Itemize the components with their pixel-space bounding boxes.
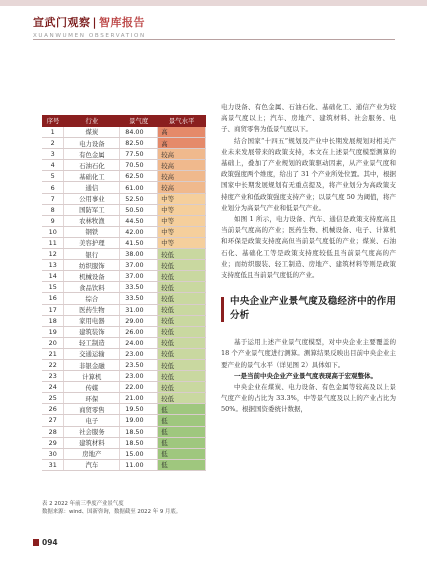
cell-rank: 8 — [42, 204, 64, 215]
cell-rank: 5 — [42, 171, 64, 182]
cell-industry: 环保 — [64, 393, 120, 404]
cell-rank: 23 — [42, 371, 64, 382]
cell-rank: 11 — [42, 237, 64, 248]
cell-industry: 商贸零售 — [64, 404, 120, 415]
table-row — [42, 393, 206, 404]
section-heading: 中央企业产业景气度及稳经济中的作用分析 — [221, 295, 396, 323]
cell-level: 高 — [158, 127, 206, 138]
cell-industry: 轻工制造 — [64, 337, 120, 348]
header-title-main: 宣武门观察 — [33, 16, 91, 29]
table-row — [42, 226, 206, 237]
cell-value: 24.00 — [120, 337, 158, 348]
body-paragraph-4: 基于运用上述产业景气度模型，对中央企业主要覆盖的 18 个产业景气度进行测算。测算结果反映出目前中央企业主要产业的景气水平（详见图 2）具体如下。 — [221, 338, 396, 369]
cell-level: 中等 — [158, 204, 206, 215]
table-caption — [42, 500, 181, 516]
cell-rank: 27 — [42, 415, 64, 426]
cell-level: 较低 — [158, 393, 206, 404]
page-number-text: 094 — [42, 538, 58, 547]
cell-value: 84.00 — [120, 127, 158, 138]
header-subtitle-en: XUANWUMEN OBSERVATION — [33, 33, 146, 39]
table-header-row — [42, 115, 206, 127]
cell-level: 低 — [158, 459, 206, 470]
cell-industry: 传媒 — [64, 382, 120, 393]
cell-value: 61.00 — [120, 182, 158, 193]
cell-rank: 14 — [42, 271, 64, 282]
cell-industry: 非银金融 — [64, 359, 120, 370]
cell-value: 62.50 — [120, 171, 158, 182]
cell-level: 较低 — [158, 348, 206, 359]
cell-industry: 银行 — [64, 249, 120, 260]
table-row — [42, 437, 206, 448]
cell-level: 较低 — [158, 337, 206, 348]
cell-industry: 食品饮料 — [64, 282, 120, 293]
cell-rank: 7 — [42, 193, 64, 204]
cell-level: 较高 — [158, 182, 206, 193]
cell-rank: 20 — [42, 337, 64, 348]
cell-level: 较低 — [158, 359, 206, 370]
table-row — [42, 293, 206, 304]
cell-level: 低 — [158, 426, 206, 437]
cell-industry: 建筑装饰 — [64, 326, 120, 337]
cell-industry: 房地产 — [64, 448, 120, 459]
table-row — [42, 282, 206, 293]
cell-rank: 22 — [42, 359, 64, 370]
cell-value: 19.00 — [120, 415, 158, 426]
cell-value: 18.50 — [120, 437, 158, 448]
cell-value: 31.00 — [120, 304, 158, 315]
cell-rank: 4 — [42, 160, 64, 171]
cell-level: 较低 — [158, 326, 206, 337]
cell-industry: 综合 — [64, 293, 120, 304]
table-row — [42, 426, 206, 437]
cell-level: 低 — [158, 404, 206, 415]
cell-level: 较低 — [158, 304, 206, 315]
cell-rank: 13 — [42, 260, 64, 271]
table-row — [42, 237, 206, 248]
cell-value: 50.50 — [120, 204, 158, 215]
cell-rank: 25 — [42, 393, 64, 404]
cell-value: 41.50 — [120, 237, 158, 248]
header-rule — [33, 39, 395, 40]
table-header-value: 景气度 — [120, 115, 158, 127]
cell-level: 低 — [158, 415, 206, 426]
cell-rank: 30 — [42, 448, 64, 459]
cell-value: 18.50 — [120, 426, 158, 437]
header-title — [33, 14, 146, 30]
cell-level: 较低 — [158, 371, 206, 382]
cell-level: 中等 — [158, 193, 206, 204]
table-header-industry: 行业 — [64, 115, 120, 127]
cell-rank: 21 — [42, 348, 64, 359]
table-row — [42, 204, 206, 215]
cell-value: 23.00 — [120, 348, 158, 359]
body-paragraph-2: 结合国家“十四五”规划及产业中长期发展规划对相关产业未来发展带来的政策支持，本文在上述景气度模型测算的基础上，叠加了产业规划的政策驱动因素，从产业景气度和政策强度两个维度，给出了 31 个产业所处位置。其中，根据国家中长期发展规划有无重点提及，将产业划分为高政策支持度产业和低政策强度支持产业；以景气度 50 为阈值，将产业划分为高景气产业和低景气产业。 — [221, 136, 396, 212]
cell-industry: 钢铁 — [64, 226, 120, 237]
table-row — [42, 149, 206, 160]
cell-value: 19.50 — [120, 404, 158, 415]
table-body — [42, 127, 206, 471]
table-row — [42, 138, 206, 149]
table-header-rank: 序号 — [42, 115, 64, 127]
cell-industry: 交通运输 — [64, 348, 120, 359]
table-row — [42, 260, 206, 271]
table-row — [42, 215, 206, 226]
cell-value: 11.00 — [120, 459, 158, 470]
cell-value: 44.50 — [120, 215, 158, 226]
cell-value: 52.50 — [120, 193, 158, 204]
body-paragraph-5: 中央企业在煤炭、电力设备、有色金属等较高及以上景气度产业的占比为 33.3%，中等景气度及以上的产业占比为 50%。根据国资委统计数据， — [221, 383, 396, 414]
table-row — [42, 382, 206, 393]
cell-rank: 16 — [42, 293, 64, 304]
cell-rank: 19 — [42, 326, 64, 337]
header-separator: | — [92, 16, 98, 29]
cell-industry: 电子 — [64, 415, 120, 426]
cell-industry: 石油石化 — [64, 160, 120, 171]
cell-rank: 24 — [42, 382, 64, 393]
cell-industry: 农林牧渔 — [64, 215, 120, 226]
body-column — [221, 102, 396, 416]
cell-value: 26.00 — [120, 326, 158, 337]
cell-industry: 通信 — [64, 182, 120, 193]
cell-industry: 美容护理 — [64, 237, 120, 248]
cell-industry: 煤炭 — [64, 127, 120, 138]
cell-level: 较低 — [158, 293, 206, 304]
cell-value: 37.00 — [120, 271, 158, 282]
cell-industry: 电力设备 — [64, 138, 120, 149]
table-row — [42, 459, 206, 470]
cell-value: 38.00 — [120, 249, 158, 260]
cell-industry: 建筑材料 — [64, 437, 120, 448]
table-row — [42, 304, 206, 315]
cell-rank: 10 — [42, 226, 64, 237]
cell-industry: 有色金属 — [64, 149, 120, 160]
cell-value: 70.50 — [120, 160, 158, 171]
cell-rank: 12 — [42, 249, 64, 260]
caption-title: 表 2 2022 年前三季度产业景气度 — [42, 501, 124, 507]
cell-level: 较高 — [158, 171, 206, 182]
table-row — [42, 326, 206, 337]
header-title-sub: 智库报告 — [99, 16, 146, 29]
cell-industry: 国防军工 — [64, 204, 120, 215]
table-row — [42, 348, 206, 359]
cell-level: 较低 — [158, 249, 206, 260]
cell-value: 21.00 — [120, 393, 158, 404]
cell-value: 22.00 — [120, 382, 158, 393]
table-row — [42, 415, 206, 426]
cell-level: 较高 — [158, 160, 206, 171]
table-row — [42, 359, 206, 370]
cell-rank: 29 — [42, 437, 64, 448]
cell-rank: 9 — [42, 215, 64, 226]
cell-industry: 家用电器 — [64, 315, 120, 326]
cell-value: 37.00 — [120, 260, 158, 271]
cell-value: 33.50 — [120, 282, 158, 293]
page-number — [33, 538, 58, 547]
cell-industry: 医药生物 — [64, 304, 120, 315]
top-color-bar — [0, 0, 427, 6]
cell-level: 较低 — [158, 315, 206, 326]
cell-industry: 公用事业 — [64, 193, 120, 204]
cell-level: 较低 — [158, 260, 206, 271]
cell-value: 82.50 — [120, 138, 158, 149]
cell-rank: 26 — [42, 404, 64, 415]
cell-industry: 基础化工 — [64, 171, 120, 182]
cell-industry: 计算机 — [64, 371, 120, 382]
cell-rank: 6 — [42, 182, 64, 193]
cell-industry: 机械设备 — [64, 271, 120, 282]
cell-industry: 汽车 — [64, 459, 120, 470]
cell-level: 中等 — [158, 237, 206, 248]
caption-source: 数据来源：wind、国新咨询，数据截至 2022 年 9 月底。 — [42, 509, 182, 515]
cell-value: 23.50 — [120, 359, 158, 370]
cell-rank: 15 — [42, 282, 64, 293]
cell-level: 中等 — [158, 215, 206, 226]
table-row — [42, 171, 206, 182]
table-row — [42, 182, 206, 193]
cell-level: 低 — [158, 437, 206, 448]
cell-rank: 2 — [42, 138, 64, 149]
table-row — [42, 404, 206, 415]
cell-rank: 31 — [42, 459, 64, 470]
cell-value: 23.00 — [120, 371, 158, 382]
cell-value: 77.50 — [120, 149, 158, 160]
cell-level: 较低 — [158, 271, 206, 282]
cell-value: 42.00 — [120, 226, 158, 237]
cell-level: 低 — [158, 448, 206, 459]
cell-value: 33.50 — [120, 293, 158, 304]
cell-industry: 纺织服饰 — [64, 260, 120, 271]
table-row — [42, 448, 206, 459]
body-bold-paragraph: 一是当前中央企业产业景气度表现高于宏观整体。 — [234, 371, 377, 380]
cell-rank: 28 — [42, 426, 64, 437]
table-header-level: 景气水平 — [158, 115, 206, 127]
table-row — [42, 127, 206, 138]
table-row — [42, 371, 206, 382]
cell-level: 较高 — [158, 149, 206, 160]
cell-rank: 18 — [42, 315, 64, 326]
cell-industry: 社会服务 — [64, 426, 120, 437]
body-paragraph-1: 电力设备、有色金属、石油石化、基础化工、通信产业为较高景气度以上；汽车、房地产、建筑材料、社会服务、电子、商贸零售为低景气度以下。 — [221, 103, 396, 134]
table-row — [42, 193, 206, 204]
cell-value: 29.00 — [120, 315, 158, 326]
body-paragraph-3: 如图 1 所示，电力设备、汽车、通信是政策支持度高且当前景气度高的产业；医药生物、机械设备、电子、计算机和环保是政策支持度高但当前景气度低的产业；煤炭、石油石化、基础化工等是政策支持度较低且当前景气度高的产业；而纺织服装、轻工制造、房地产、建筑材料等则是政策支持度低且当前景气度低的产业。 — [221, 215, 396, 280]
table-row — [42, 249, 206, 260]
page-number-marker — [33, 539, 39, 546]
cell-value: 15.00 — [120, 448, 158, 459]
table-row — [42, 337, 206, 348]
cell-level: 较低 — [158, 282, 206, 293]
table-row — [42, 315, 206, 326]
cell-level: 较低 — [158, 382, 206, 393]
cell-rank: 17 — [42, 304, 64, 315]
page-header — [33, 14, 146, 39]
cell-level: 中等 — [158, 226, 206, 237]
industry-prosperity-table — [42, 115, 206, 471]
cell-level: 高 — [158, 138, 206, 149]
cell-rank: 1 — [42, 127, 64, 138]
table-row — [42, 271, 206, 282]
cell-rank: 3 — [42, 149, 64, 160]
table-row — [42, 160, 206, 171]
